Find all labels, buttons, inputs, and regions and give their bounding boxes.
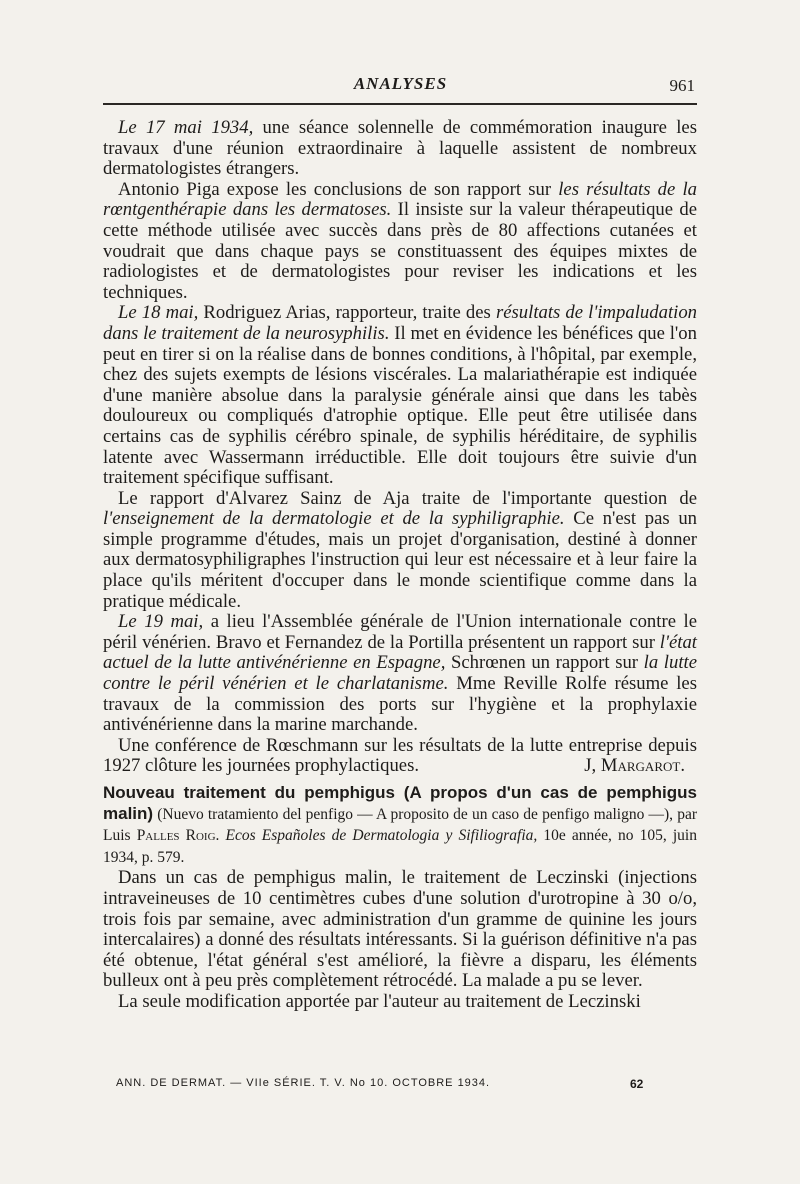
paragraph-leczinski: Dans un cas de pemphigus malin, le traitement de Leczinski (injections intraveineuses de 10 centimètres cubes d'une solution d'urotropine à 30 o/o, trois fois par semaine, avec administration d'un gramme de quinine les jours intercalaires) a donné des résultats intéressants. Si la guérison définitive n'a pas été obtenue, l'état général s'est amélioré, la fièvre a disparu, les éléments bulleux ont à peu près complètement rétrocédé. La malade a pu se lever. [103, 867, 697, 992]
paragraph-roeschmann: Une conférence de Rœschmann sur les résultats de la lutte entreprise depuis 1927 clôture les journées prophylactiques. J, Margarot. [103, 734, 697, 777]
report-title-lutte-espagne: l'état actuel de la lutte antivénérienne en Espagne, [103, 631, 697, 674]
paragraph-piga: Antonio Piga expose les conclusions de son rapport sur les résultats de la rœntgenthérapie dans les dermatoses. Il insiste sur la valeur thérapeutique de cette méthode utilisée avec succès dans près de 80 affections cutanées et voudrait que dans chaque pays se constituassent des équipes mixtes de radiologistes et de dermatologistes pour reviser les indications et les techniques. [103, 178, 698, 303]
report-title-roentgen: les résultats de la rœntgenthérapie dans les dermatoses. [103, 178, 697, 221]
paragraph-18-mai: Le 18 mai, Rodriguez Arias, rapporteur, traite des résultats de l'impaludation dans le traitement de la neurosyphilis. Il met en évidence les bénéfices que l'on peut en tirer si on la réalise dans de bonnes conditions, à l'hôpital, par exemple, chez des sujets exempts de lésions viscérales. La malariathérapie est indiquée d'une manière absolue dans la paralysie générale ainsi que dans les tabès douloureux ou compliqués d'atrophie optique. Elle peut être utilisée dans certains cas de syphilis cérébro spinale, de syphilis héréditaire, de syphilis latente avec Wassermann irréductible. Elle doit toujours être suivie d'un traitement spécifique suffisant. [103, 302, 698, 489]
date-18-mai: Le 18 mai, [118, 302, 199, 324]
date-19-mai: Le 19 mai, [118, 611, 204, 633]
author-name: Palles Roig. [136, 827, 220, 845]
section-title: Nouveau traitement du pemphigus (A propos d'un cas de pemphigus malin) [103, 783, 697, 823]
bibliographic-reference: (Nuevo tratamiento del penfigo — A proposito de un caso de penfigo maligno —), par Luis Palles Roig. Ecos Españoles de Dermatologia y Sifiliografia, 10e année, no 105, juin 1934, p. 579. [103, 805, 697, 866]
report-title-impaludation: résultats de l'impaludation dans le traitement de la neurosyphilis. [103, 302, 698, 344]
footer-signature-line: ANN. DE DERMAT. — VIIe SÉRIE. T. V. No 10. OCTOBRE 1934. [116, 1077, 491, 1089]
paragraph-17-mai: Le 17 mai 1934, une séance solennelle de commémoration inaugure les travaux d'une réunion extraordinaire à laquelle assistent de nombreux dermatologistes étrangers. [103, 117, 697, 180]
journal-title: Ecos Españoles de Dermatologia y Sifiliografia, [219, 827, 538, 845]
header-rule [103, 103, 697, 105]
date-17-mai: Le 17 mai 1934, [118, 117, 254, 138]
report-title-enseignement: l'enseignement de la dermatologie et de la syphiligraphie. [103, 508, 565, 530]
page-number: 961 [669, 76, 695, 95]
article-body [103, 118, 697, 1013]
report-title-charlatanisme: la lutte contre le péril vénérien et le charlatanisme. [103, 652, 697, 695]
paragraph-alvarez: Le rapport d'Alvarez Sainz de Aja traite de l'importante question de l'enseignement de la dermatologie et de la syphiligraphie. Ce n'est pas un simple programme d'études, mais un projet d'organisation, destiné à donner aux dermatosyphiligraphes l'instruction qui leur est nécessaire et à leur faire la place qu'ils méritent d'occuper dans le monde scientifique comme dans la pratique médicale. [103, 487, 698, 612]
section-heading-pemphigus [103, 783, 697, 868]
running-head: ANALYSES [353, 74, 448, 93]
signature: J, Margarot. [584, 755, 685, 777]
paragraph-19-mai: Le 19 mai, a lieu l'Assemblée générale de l'Union internationale contre le péril vénérien. Bravo et Fernandez de la Portilla présentent un rapport sur l'état actuel de la lutte antivénérienne en Espagne, Schrœnen un rapport sur la lutte contre le péril vénérien et le charlatanisme. Mme Reville Rolfe résume les travaux de la commission des ports sur l'hygiène et la prophylaxie antivénérienne dans la marine marchande. [103, 611, 698, 736]
paragraph-modification: La seule modification apportée par l'auteur au traitement de Leczinski [118, 990, 641, 1012]
footer-sheet-number: 62 [630, 1077, 644, 1091]
